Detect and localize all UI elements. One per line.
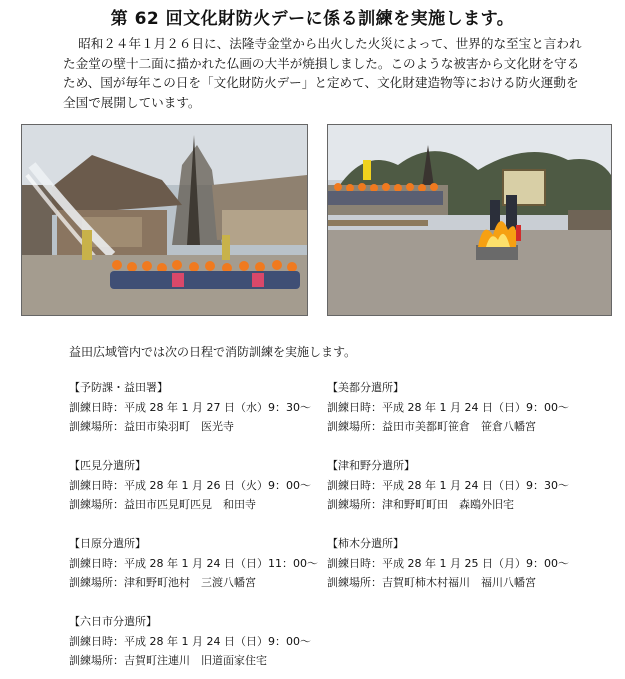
lead-text: 益田広域管内では次の日程で消防訓練を実施します。	[69, 345, 357, 359]
schedule-unit: 【六日市分遣所】	[69, 615, 157, 628]
schedule-muikaichi	[69, 612, 311, 671]
schedule-date: 訓練日時：平成 28 年 1 月 25 日（月）9：00～	[327, 556, 569, 570]
schedule-place: 訓練場所：吉賀町柿木村福川 福川八幡宮	[327, 576, 536, 589]
shrine-drill-photo	[21, 124, 308, 316]
schedule-date: 訓練日時：平成 28 年 1 月 24 日（日）9：00～	[69, 634, 311, 648]
schedule-unit: 【予防課・益田署】	[69, 381, 168, 394]
schedule-unit: 【津和野分遣所】	[327, 459, 415, 472]
schedule-place: 訓練場所：津和野町町田 森鴎外旧宅	[327, 498, 514, 511]
schedule-yobouka-masuda	[69, 378, 311, 437]
schedule-place: 訓練場所：益田市染羽町 医光寺	[69, 420, 234, 433]
schedule-place: 訓練場所：益田市匹見町匹見 和田寺	[69, 498, 256, 511]
schedule-unit: 【日原分遣所】	[69, 537, 146, 550]
intro-paragraph	[63, 34, 583, 112]
schedule-tsuwano	[327, 456, 569, 515]
schedule-hikimi	[69, 456, 311, 515]
schedule-misato	[327, 378, 569, 437]
schedule-unit: 【匹見分遣所】	[69, 459, 146, 472]
intro-text: 昭和２４年１月２６日に、法隆寺金堂から出火した火災によって、世界的な至宝と言われた金堂の壁十二面に描かれた仏画の大半が焼損しました。このような被害から文化財を守るため、国が毎年この日を「文化財防火デー」と定めて、文化財建造物等における防火運動を全国で展開しています。	[63, 36, 582, 110]
schedule-date: 訓練日時：平成 28 年 1 月 26 日（火）9：00～	[69, 478, 311, 492]
schedule-place: 訓練場所：吉賀町注連川 旧道面家住宅	[69, 654, 267, 667]
schedule-unit: 【柿木分遣所】	[327, 537, 404, 550]
schedule-date: 訓練日時：平成 28 年 1 月 24 日（日）11：00～	[69, 556, 318, 570]
extinguisher-drill-photo	[327, 124, 612, 316]
page-title: 第 62 回文化財防火デーに係る訓練を実施します。	[110, 9, 515, 29]
schedule-place: 訓練場所：津和野町池村 三渡八幡宮	[69, 576, 256, 589]
schedule-date: 訓練日時：平成 28 年 1 月 24 日（日）9：00～	[327, 400, 569, 414]
schedule-nichihara	[69, 534, 318, 593]
schedule-date: 訓練日時：平成 28 年 1 月 24 日（日）9：30～	[327, 478, 569, 492]
schedule-unit: 【美都分遣所】	[327, 381, 404, 394]
schedule-kakinoki	[327, 534, 569, 593]
schedule-date: 訓練日時：平成 28 年 1 月 27 日（水）9：30～	[69, 400, 311, 414]
schedule-place: 訓練場所：益田市美都町笹倉 笹倉八幡宮	[327, 420, 536, 433]
